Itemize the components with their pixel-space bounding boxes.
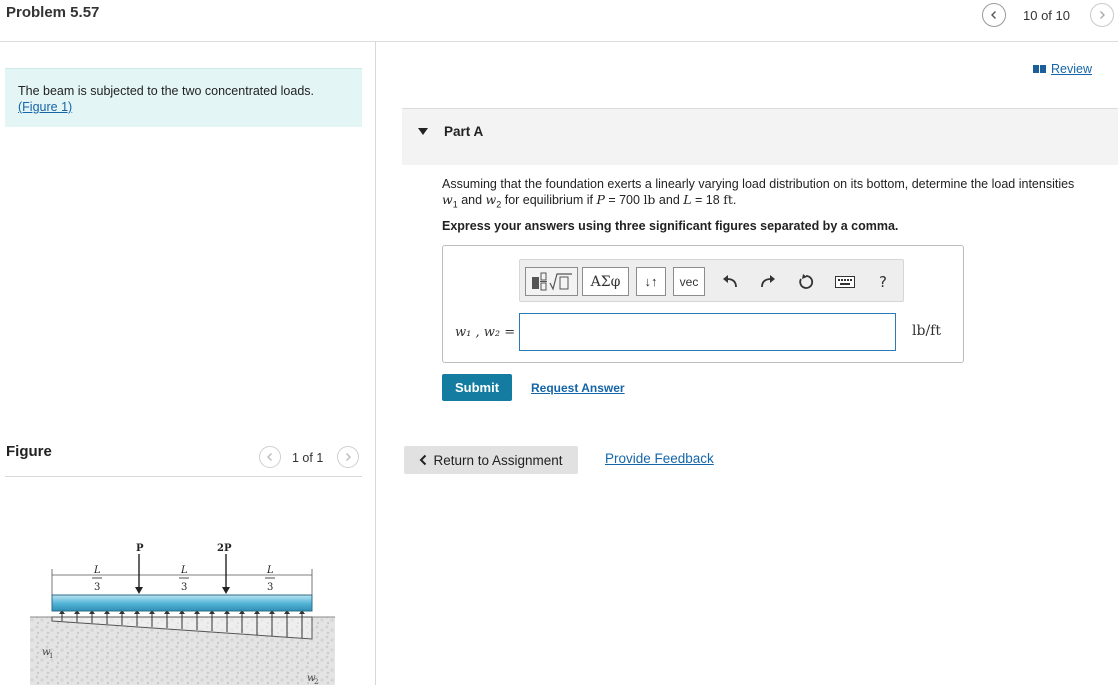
figure-next-button[interactable] bbox=[337, 446, 359, 468]
question-period: . bbox=[732, 193, 737, 207]
chevron-left-icon bbox=[419, 454, 427, 466]
provide-feedback-link[interactable]: Provide Feedback bbox=[605, 451, 714, 466]
review-link[interactable] bbox=[1033, 62, 1092, 76]
chevron-right-icon bbox=[343, 452, 353, 462]
span-label-2-den: 3 bbox=[181, 582, 188, 593]
instructions: Express your answers using three significant figures separated by a comma. bbox=[442, 219, 899, 233]
column-divider bbox=[375, 42, 376, 685]
question-w2-sub: 2 bbox=[496, 199, 502, 210]
w1-subscript: 1 bbox=[49, 652, 54, 660]
beam bbox=[52, 595, 312, 611]
top-bar bbox=[0, 0, 1118, 42]
question-w1-sub: 1 bbox=[452, 199, 458, 210]
question-l-var: L bbox=[683, 192, 692, 207]
beam-figure bbox=[25, 535, 345, 685]
question-text bbox=[442, 176, 1112, 213]
undo-icon[interactable] bbox=[719, 271, 741, 293]
reset-icon[interactable] bbox=[795, 271, 817, 293]
math-toolbar bbox=[519, 259, 904, 302]
load-label-2p: 2P bbox=[217, 543, 232, 554]
load-label-p: P bbox=[136, 543, 144, 554]
w2-subscript: 2 bbox=[314, 678, 319, 685]
request-answer-link[interactable]: Request Answer bbox=[531, 381, 625, 395]
keyboard-icon[interactable] bbox=[834, 271, 856, 293]
w2-label: w bbox=[307, 673, 316, 684]
chevron-right-icon bbox=[1097, 10, 1107, 20]
intro-sentence: The beam is subjected to the two concentrated loads. bbox=[18, 84, 315, 98]
fraction-root-icon bbox=[530, 271, 574, 293]
question-l-value: = 18 bbox=[691, 193, 724, 207]
greek-symbols-button[interactable]: ΑΣφ bbox=[582, 267, 629, 296]
w1-label: w bbox=[42, 647, 51, 658]
question-line-1: Assuming that the foundation exerts a linearly varying load distribution on its bottom, determine the load intensities bbox=[442, 177, 1075, 191]
question-equilibrium: for equilibrium if bbox=[501, 193, 597, 207]
return-to-assignment-button[interactable] bbox=[404, 446, 578, 474]
previous-problem-button[interactable] bbox=[982, 3, 1006, 27]
figure-heading: Figure bbox=[6, 443, 52, 460]
answer-variables-label: w₁ , w₂ = bbox=[455, 325, 516, 340]
question-w1: w bbox=[442, 192, 453, 207]
intro-box bbox=[5, 68, 362, 127]
book-icon bbox=[1033, 64, 1047, 74]
question-p-var: P bbox=[596, 192, 605, 207]
vector-button[interactable]: vec bbox=[673, 267, 705, 296]
answer-input[interactable] bbox=[519, 313, 896, 351]
answer-box bbox=[442, 245, 964, 363]
figure-page-count: 1 of 1 bbox=[292, 451, 324, 465]
span-label-2-num: L bbox=[181, 565, 188, 576]
intro-text bbox=[18, 83, 348, 115]
span-label-3-num: L bbox=[267, 565, 274, 576]
span-label-1-num: L bbox=[94, 565, 101, 576]
chevron-left-icon bbox=[989, 10, 999, 20]
span-label-3-den: 3 bbox=[267, 582, 274, 593]
submit-button[interactable]: Submit bbox=[442, 374, 512, 401]
answer-unit: lb/ft bbox=[912, 323, 941, 339]
figure-previous-button[interactable] bbox=[259, 446, 281, 468]
chevron-left-icon bbox=[265, 452, 275, 462]
question-w2: w bbox=[485, 192, 497, 207]
problem-title: Problem 5.57 bbox=[6, 4, 100, 21]
question-l-unit: ft bbox=[723, 192, 733, 207]
next-problem-button[interactable] bbox=[1090, 3, 1114, 27]
template-button[interactable] bbox=[525, 267, 578, 296]
return-label: Return to Assignment bbox=[433, 452, 563, 468]
question-and: and bbox=[457, 193, 486, 207]
problem-position: 10 of 10 bbox=[1023, 8, 1070, 23]
question-p-unit: lb bbox=[643, 192, 656, 207]
part-header[interactable] bbox=[402, 109, 1118, 165]
figure-rule bbox=[5, 476, 362, 477]
span-label-1-den: 3 bbox=[94, 582, 101, 593]
review-label[interactable]: Review bbox=[1051, 62, 1092, 76]
figure-link[interactable]: (Figure 1) bbox=[18, 100, 73, 114]
question-p-value: = 700 bbox=[604, 193, 644, 207]
redo-icon[interactable] bbox=[757, 271, 779, 293]
subscript-superscript-button[interactable]: ↓↑ bbox=[636, 267, 666, 296]
collapse-caret-icon[interactable] bbox=[418, 128, 428, 135]
help-button[interactable]: ? bbox=[879, 273, 887, 291]
question-and-2: and bbox=[655, 193, 684, 207]
part-title: Part A bbox=[444, 124, 484, 139]
